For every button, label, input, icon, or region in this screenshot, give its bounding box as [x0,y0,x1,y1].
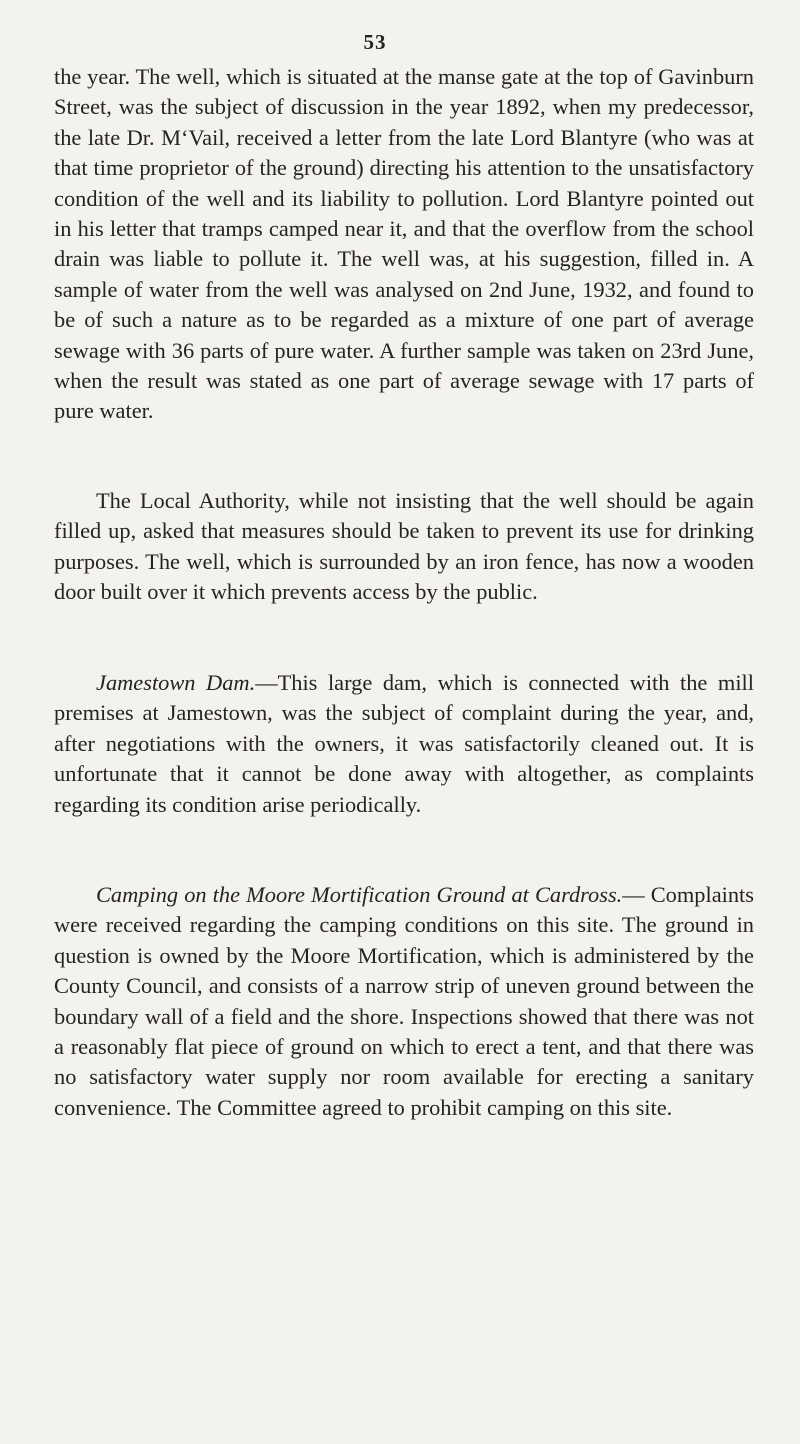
paragraph-body [54,668,754,820]
paragraph-text: —This large dam, which is connected with the mill premises at Jamestown, was the subject of complaint during the year, and, after negotiations with the owners, it was satisfactorily cleaned out. It is unfortunate that it cannot be done away with altogether, as complaints regarding its condition arise periodically. [54,670,755,817]
paragraph-well-history [54,62,754,427]
section-heading: Jamestown Dam. [96,670,256,695]
paragraph-text: The Local Authority, while not insisting that the well should be again filled up, asked that measures should be taken to prevent its use for drinking purposes. The well, which is surrounded by an iron fence, has now a wooden door built over it which prevents access by the public. [54,488,754,605]
page-number: 53 [363,30,387,54]
paragraph-body [54,880,754,1123]
paragraph-jamestown-dam [54,668,754,820]
paragraph-local-authority [54,486,754,608]
paragraph-text: — Complaints were received regarding the camping conditions on this site. The ground in question is owned by the Moore Mortification, which is administered by the County Council, and consists of a narrow strip of uneven ground between the boundary wall of a field and the shore. Inspections showed that there was not a reasonably flat piece of ground on which to erect a tent, and that there was no satisfactory water supply nor room available for erecting a sanitary convenience. The Committee agreed to prohibit camping on this site. [54,882,754,1120]
paragraph-text: the year. The well, which is situated at the manse gate at the top of Gavinburn Street, was the subject of discussion in the year 1892, when my predecessor, the late Dr. M‘Vail, received a letter from the late Lord Blantyre (who was at that time proprietor of the ground) directing his attention to the unsatisfactory condition of the well and its liability to pollution. Lord Blantyre pointed out in his letter that tramps camped near it, and that the overflow from the school drain was liable to pollute it. The well was, at his suggestion, filled in. A sample of water from the well was analysed on 2nd June, 1932, and found to be of such a nature as to be regarded as a mixture of one part of average sewage with 36 parts of pure water. A further sample was taken on 23rd June, when the result was stated as one part of average sewage with 17 parts of pure water. [54,64,754,424]
paragraph-camping-cardross [54,880,754,1123]
section-heading: Camping on the Moore Mortification Ground at Cardross. [96,882,623,907]
